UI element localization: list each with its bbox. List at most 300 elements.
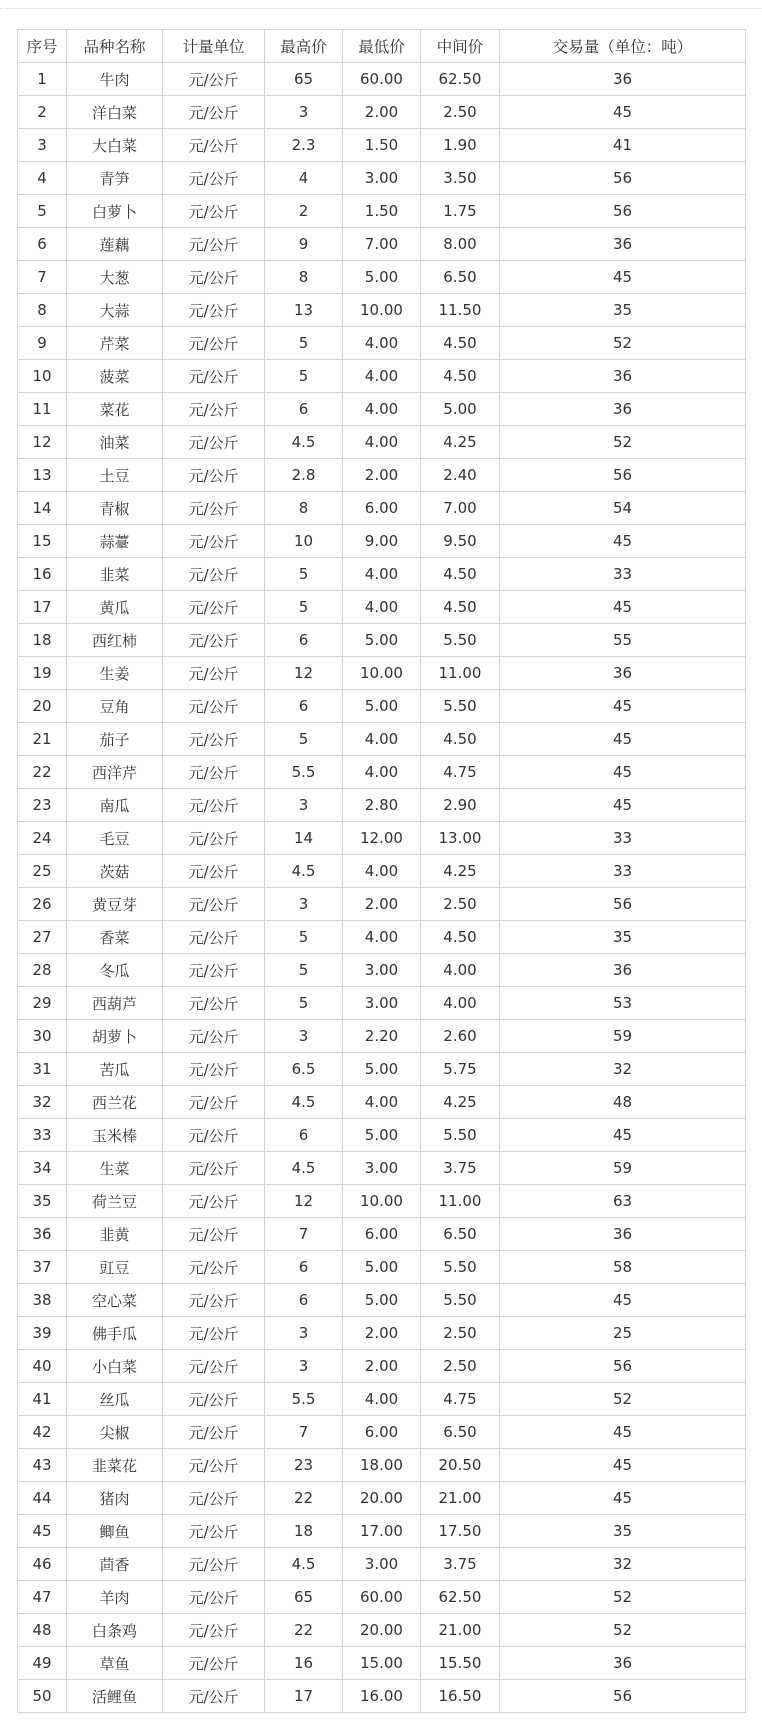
- table-row: [18, 129, 746, 162]
- cell-name: 青笋: [67, 162, 163, 195]
- cell-min-price: 20.00: [343, 1482, 421, 1515]
- cell-mid-price: 11.50: [421, 294, 500, 327]
- cell-mid-price: 2.40: [421, 459, 500, 492]
- col-header-index: 序号: [18, 30, 67, 63]
- cell-volume: 53: [500, 987, 746, 1020]
- cell-max-price: 16: [265, 1647, 343, 1680]
- cell-name: 玉米棒: [67, 1119, 163, 1152]
- cell-volume: 56: [500, 1350, 746, 1383]
- cell-index: 24: [18, 822, 67, 855]
- cell-index: 10: [18, 360, 67, 393]
- cell-min-price: 10.00: [343, 657, 421, 690]
- cell-index: 29: [18, 987, 67, 1020]
- table-row: [18, 261, 746, 294]
- cell-mid-price: 2.50: [421, 1350, 500, 1383]
- cell-volume: 45: [500, 756, 746, 789]
- cell-name: 白条鸡: [67, 1614, 163, 1647]
- cell-unit: 元/公斤: [163, 1119, 265, 1152]
- cell-max-price: 3: [265, 1317, 343, 1350]
- cell-unit: 元/公斤: [163, 228, 265, 261]
- cell-min-price: 7.00: [343, 228, 421, 261]
- cell-min-price: 17.00: [343, 1515, 421, 1548]
- cell-volume: 59: [500, 1020, 746, 1053]
- cell-min-price: 4.00: [343, 1086, 421, 1119]
- cell-max-price: 22: [265, 1614, 343, 1647]
- cell-index: 47: [18, 1581, 67, 1614]
- cell-min-price: 6.00: [343, 1218, 421, 1251]
- cell-max-price: 5: [265, 360, 343, 393]
- cell-name: 西葫芦: [67, 987, 163, 1020]
- cell-mid-price: 2.50: [421, 888, 500, 921]
- cell-unit: 元/公斤: [163, 690, 265, 723]
- cell-min-price: 4.00: [343, 591, 421, 624]
- cell-max-price: 5.5: [265, 1383, 343, 1416]
- cell-max-price: 2.3: [265, 129, 343, 162]
- cell-min-price: 4.00: [343, 360, 421, 393]
- cell-mid-price: 4.00: [421, 954, 500, 987]
- cell-max-price: 8: [265, 492, 343, 525]
- cell-unit: 元/公斤: [163, 129, 265, 162]
- table-body: [18, 63, 746, 1713]
- table-row: [18, 690, 746, 723]
- table-row: [18, 426, 746, 459]
- cell-volume: 54: [500, 492, 746, 525]
- cell-mid-price: 13.00: [421, 822, 500, 855]
- cell-unit: 元/公斤: [163, 96, 265, 129]
- cell-volume: 56: [500, 195, 746, 228]
- cell-index: 20: [18, 690, 67, 723]
- cell-volume: 45: [500, 525, 746, 558]
- cell-max-price: 4.5: [265, 1548, 343, 1581]
- cell-max-price: 2: [265, 195, 343, 228]
- table-row: [18, 1053, 746, 1086]
- cell-index: 18: [18, 624, 67, 657]
- cell-min-price: 4.00: [343, 723, 421, 756]
- cell-max-price: 6.5: [265, 1053, 343, 1086]
- cell-name: 白萝卜: [67, 195, 163, 228]
- cell-min-price: 9.00: [343, 525, 421, 558]
- cell-name: 芹菜: [67, 327, 163, 360]
- table-row: [18, 1020, 746, 1053]
- table-row: [18, 1515, 746, 1548]
- cell-unit: 元/公斤: [163, 1218, 265, 1251]
- cell-mid-price: 4.50: [421, 360, 500, 393]
- cell-unit: 元/公斤: [163, 1317, 265, 1350]
- table-row: [18, 1482, 746, 1515]
- cell-max-price: 4.5: [265, 1152, 343, 1185]
- cell-max-price: 7: [265, 1218, 343, 1251]
- col-header-mid-price: 中间价: [421, 30, 500, 63]
- cell-index: 49: [18, 1647, 67, 1680]
- cell-min-price: 20.00: [343, 1614, 421, 1647]
- cell-mid-price: 5.50: [421, 690, 500, 723]
- cell-min-price: 5.00: [343, 1251, 421, 1284]
- cell-unit: 元/公斤: [163, 1383, 265, 1416]
- cell-min-price: 5.00: [343, 261, 421, 294]
- cell-index: 37: [18, 1251, 67, 1284]
- cell-name: 菜花: [67, 393, 163, 426]
- cell-min-price: 18.00: [343, 1449, 421, 1482]
- cell-volume: 36: [500, 1218, 746, 1251]
- cell-mid-price: 21.00: [421, 1482, 500, 1515]
- cell-max-price: 6: [265, 1119, 343, 1152]
- cell-index: 34: [18, 1152, 67, 1185]
- cell-min-price: 16.00: [343, 1680, 421, 1713]
- table-row: [18, 1185, 746, 1218]
- cell-volume: 33: [500, 558, 746, 591]
- cell-name: 豇豆: [67, 1251, 163, 1284]
- cell-mid-price: 8.00: [421, 228, 500, 261]
- cell-mid-price: 7.00: [421, 492, 500, 525]
- cell-min-price: 2.20: [343, 1020, 421, 1053]
- cell-min-price: 4.00: [343, 1383, 421, 1416]
- table-row: [18, 294, 746, 327]
- cell-unit: 元/公斤: [163, 294, 265, 327]
- cell-max-price: 5.5: [265, 756, 343, 789]
- cell-name: 猪肉: [67, 1482, 163, 1515]
- cell-volume: 36: [500, 1647, 746, 1680]
- table-row: [18, 327, 746, 360]
- cell-index: 26: [18, 888, 67, 921]
- cell-index: 35: [18, 1185, 67, 1218]
- cell-mid-price: 5.50: [421, 1284, 500, 1317]
- cell-unit: 元/公斤: [163, 63, 265, 96]
- cell-index: 17: [18, 591, 67, 624]
- cell-max-price: 3: [265, 789, 343, 822]
- table-row: [18, 954, 746, 987]
- cell-name: 大葱: [67, 261, 163, 294]
- cell-mid-price: 21.00: [421, 1614, 500, 1647]
- cell-unit: 元/公斤: [163, 426, 265, 459]
- cell-index: 13: [18, 459, 67, 492]
- cell-max-price: 17: [265, 1680, 343, 1713]
- cell-volume: 52: [500, 1614, 746, 1647]
- cell-max-price: 4.5: [265, 426, 343, 459]
- cell-max-price: 4.5: [265, 1086, 343, 1119]
- cell-volume: 36: [500, 954, 746, 987]
- cell-index: 21: [18, 723, 67, 756]
- cell-index: 25: [18, 855, 67, 888]
- cell-index: 30: [18, 1020, 67, 1053]
- cell-index: 16: [18, 558, 67, 591]
- table-row: [18, 1218, 746, 1251]
- cell-name: 鲫鱼: [67, 1515, 163, 1548]
- cell-mid-price: 17.50: [421, 1515, 500, 1548]
- col-header-max-price: 最高价: [265, 30, 343, 63]
- cell-unit: 元/公斤: [163, 1614, 265, 1647]
- cell-name: 韭菜花: [67, 1449, 163, 1482]
- cell-name: 西洋芹: [67, 756, 163, 789]
- cell-unit: 元/公斤: [163, 789, 265, 822]
- cell-volume: 36: [500, 657, 746, 690]
- cell-unit: 元/公斤: [163, 162, 265, 195]
- cell-name: 茴香: [67, 1548, 163, 1581]
- cell-mid-price: 4.50: [421, 723, 500, 756]
- cell-mid-price: 4.00: [421, 987, 500, 1020]
- table-row: [18, 723, 746, 756]
- cell-name: 豆角: [67, 690, 163, 723]
- cell-unit: 元/公斤: [163, 1680, 265, 1713]
- cell-name: 韭菜: [67, 558, 163, 591]
- cell-max-price: 12: [265, 1185, 343, 1218]
- cell-volume: 45: [500, 1449, 746, 1482]
- table-row: [18, 855, 746, 888]
- cell-index: 8: [18, 294, 67, 327]
- cell-name: 黄瓜: [67, 591, 163, 624]
- cell-unit: 元/公斤: [163, 822, 265, 855]
- table-row: [18, 756, 746, 789]
- cell-volume: 52: [500, 1581, 746, 1614]
- cell-unit: 元/公斤: [163, 1647, 265, 1680]
- cell-index: 31: [18, 1053, 67, 1086]
- table-row: [18, 624, 746, 657]
- table-row: [18, 459, 746, 492]
- cell-name: 大白菜: [67, 129, 163, 162]
- cell-index: 22: [18, 756, 67, 789]
- cell-unit: 元/公斤: [163, 1548, 265, 1581]
- cell-name: 南瓜: [67, 789, 163, 822]
- cell-max-price: 3: [265, 1020, 343, 1053]
- cell-max-price: 3: [265, 96, 343, 129]
- cell-name: 空心菜: [67, 1284, 163, 1317]
- cell-min-price: 5.00: [343, 1119, 421, 1152]
- cell-name: 青椒: [67, 492, 163, 525]
- table-row: [18, 1251, 746, 1284]
- cell-max-price: 8: [265, 261, 343, 294]
- cell-index: 1: [18, 63, 67, 96]
- cell-unit: 元/公斤: [163, 1581, 265, 1614]
- cell-min-price: 60.00: [343, 63, 421, 96]
- cell-index: 42: [18, 1416, 67, 1449]
- table-row: [18, 657, 746, 690]
- cell-mid-price: 2.90: [421, 789, 500, 822]
- cell-index: 28: [18, 954, 67, 987]
- cell-volume: 36: [500, 228, 746, 261]
- table-row: [18, 1647, 746, 1680]
- cell-name: 羊肉: [67, 1581, 163, 1614]
- cell-index: 14: [18, 492, 67, 525]
- cell-mid-price: 4.50: [421, 558, 500, 591]
- cell-min-price: 2.00: [343, 1350, 421, 1383]
- cell-unit: 元/公斤: [163, 624, 265, 657]
- table-row: [18, 1614, 746, 1647]
- cell-index: 46: [18, 1548, 67, 1581]
- cell-min-price: 4.00: [343, 393, 421, 426]
- cell-index: 12: [18, 426, 67, 459]
- cell-volume: 33: [500, 855, 746, 888]
- cell-index: 4: [18, 162, 67, 195]
- cell-mid-price: 11.00: [421, 1185, 500, 1218]
- cell-name: 活鲤鱼: [67, 1680, 163, 1713]
- cell-unit: 元/公斤: [163, 459, 265, 492]
- price-table: [17, 29, 746, 1713]
- cell-name: 佛手瓜: [67, 1317, 163, 1350]
- cell-name: 油菜: [67, 426, 163, 459]
- cell-mid-price: 16.50: [421, 1680, 500, 1713]
- cell-min-price: 2.80: [343, 789, 421, 822]
- cell-index: 19: [18, 657, 67, 690]
- cell-name: 小白菜: [67, 1350, 163, 1383]
- cell-volume: 56: [500, 888, 746, 921]
- cell-min-price: 4.00: [343, 558, 421, 591]
- cell-name: 西兰花: [67, 1086, 163, 1119]
- cell-min-price: 4.00: [343, 756, 421, 789]
- cell-min-price: 1.50: [343, 129, 421, 162]
- header-row: [18, 30, 746, 63]
- cell-volume: 59: [500, 1152, 746, 1185]
- cell-volume: 41: [500, 129, 746, 162]
- table-row: [18, 525, 746, 558]
- cell-unit: 元/公斤: [163, 1020, 265, 1053]
- cell-volume: 45: [500, 1284, 746, 1317]
- top-dotted-divider: [0, 8, 762, 9]
- cell-mid-price: 62.50: [421, 1581, 500, 1614]
- cell-min-price: 5.00: [343, 690, 421, 723]
- cell-max-price: 18: [265, 1515, 343, 1548]
- cell-index: 44: [18, 1482, 67, 1515]
- cell-min-price: 3.00: [343, 162, 421, 195]
- cell-min-price: 6.00: [343, 1416, 421, 1449]
- table-row: [18, 1317, 746, 1350]
- cell-index: 48: [18, 1614, 67, 1647]
- cell-volume: 35: [500, 921, 746, 954]
- cell-min-price: 2.00: [343, 459, 421, 492]
- cell-volume: 52: [500, 1383, 746, 1416]
- cell-unit: 元/公斤: [163, 1086, 265, 1119]
- cell-mid-price: 4.50: [421, 327, 500, 360]
- cell-max-price: 4.5: [265, 855, 343, 888]
- table-row: [18, 63, 746, 96]
- cell-volume: 56: [500, 1680, 746, 1713]
- cell-max-price: 13: [265, 294, 343, 327]
- cell-index: 32: [18, 1086, 67, 1119]
- table-row: [18, 1152, 746, 1185]
- table-row: [18, 1416, 746, 1449]
- cell-unit: 元/公斤: [163, 360, 265, 393]
- cell-unit: 元/公斤: [163, 1482, 265, 1515]
- cell-index: 33: [18, 1119, 67, 1152]
- cell-mid-price: 6.50: [421, 261, 500, 294]
- cell-mid-price: 5.00: [421, 393, 500, 426]
- table-row: [18, 1449, 746, 1482]
- cell-max-price: 9: [265, 228, 343, 261]
- col-header-unit: 计量单位: [163, 30, 265, 63]
- cell-volume: 45: [500, 1482, 746, 1515]
- cell-volume: 35: [500, 294, 746, 327]
- col-header-volume: 交易量（单位：吨）: [500, 30, 746, 63]
- cell-unit: 元/公斤: [163, 1284, 265, 1317]
- table-row: [18, 921, 746, 954]
- cell-max-price: 12: [265, 657, 343, 690]
- cell-index: 43: [18, 1449, 67, 1482]
- cell-min-price: 4.00: [343, 921, 421, 954]
- cell-min-price: 3.00: [343, 1548, 421, 1581]
- cell-volume: 45: [500, 591, 746, 624]
- table-row: [18, 888, 746, 921]
- cell-max-price: 5: [265, 723, 343, 756]
- cell-name: 菠菜: [67, 360, 163, 393]
- cell-name: 大蒜: [67, 294, 163, 327]
- cell-mid-price: 3.75: [421, 1152, 500, 1185]
- cell-volume: 52: [500, 327, 746, 360]
- cell-max-price: 65: [265, 1581, 343, 1614]
- table-row: [18, 1119, 746, 1152]
- cell-unit: 元/公斤: [163, 987, 265, 1020]
- cell-min-price: 2.00: [343, 888, 421, 921]
- cell-name: 生姜: [67, 657, 163, 690]
- table-row: [18, 228, 746, 261]
- cell-mid-price: 2.50: [421, 1317, 500, 1350]
- cell-unit: 元/公斤: [163, 1350, 265, 1383]
- cell-volume: 45: [500, 789, 746, 822]
- table-row: [18, 162, 746, 195]
- cell-mid-price: 11.00: [421, 657, 500, 690]
- cell-mid-price: 4.75: [421, 756, 500, 789]
- cell-name: 尖椒: [67, 1416, 163, 1449]
- cell-max-price: 10: [265, 525, 343, 558]
- cell-index: 3: [18, 129, 67, 162]
- table-row: [18, 789, 746, 822]
- table-row: [18, 591, 746, 624]
- table-row: [18, 195, 746, 228]
- table-row: [18, 1680, 746, 1713]
- cell-index: 9: [18, 327, 67, 360]
- table-row: [18, 1548, 746, 1581]
- cell-volume: 36: [500, 63, 746, 96]
- cell-name: 丝瓜: [67, 1383, 163, 1416]
- cell-unit: 元/公斤: [163, 1251, 265, 1284]
- cell-max-price: 7: [265, 1416, 343, 1449]
- cell-name: 草鱼: [67, 1647, 163, 1680]
- cell-mid-price: 1.90: [421, 129, 500, 162]
- cell-index: 7: [18, 261, 67, 294]
- cell-name: 毛豆: [67, 822, 163, 855]
- cell-mid-price: 9.50: [421, 525, 500, 558]
- cell-min-price: 6.00: [343, 492, 421, 525]
- table-row: [18, 360, 746, 393]
- cell-volume: 48: [500, 1086, 746, 1119]
- cell-name: 胡萝卜: [67, 1020, 163, 1053]
- cell-volume: 45: [500, 1416, 746, 1449]
- cell-max-price: 5: [265, 921, 343, 954]
- cell-mid-price: 4.50: [421, 921, 500, 954]
- cell-mid-price: 4.50: [421, 591, 500, 624]
- cell-mid-price: 6.50: [421, 1218, 500, 1251]
- cell-min-price: 4.00: [343, 327, 421, 360]
- cell-volume: 56: [500, 162, 746, 195]
- cell-volume: 52: [500, 426, 746, 459]
- cell-volume: 45: [500, 261, 746, 294]
- cell-min-price: 5.00: [343, 1284, 421, 1317]
- cell-unit: 元/公斤: [163, 591, 265, 624]
- cell-min-price: 1.50: [343, 195, 421, 228]
- cell-index: 2: [18, 96, 67, 129]
- table-row: [18, 1086, 746, 1119]
- cell-unit: 元/公斤: [163, 1449, 265, 1482]
- cell-index: 39: [18, 1317, 67, 1350]
- cell-volume: 45: [500, 96, 746, 129]
- cell-max-price: 14: [265, 822, 343, 855]
- cell-max-price: 6: [265, 690, 343, 723]
- cell-volume: 58: [500, 1251, 746, 1284]
- cell-unit: 元/公斤: [163, 327, 265, 360]
- cell-max-price: 65: [265, 63, 343, 96]
- cell-unit: 元/公斤: [163, 1053, 265, 1086]
- cell-index: 45: [18, 1515, 67, 1548]
- cell-unit: 元/公斤: [163, 657, 265, 690]
- cell-unit: 元/公斤: [163, 888, 265, 921]
- cell-min-price: 3.00: [343, 954, 421, 987]
